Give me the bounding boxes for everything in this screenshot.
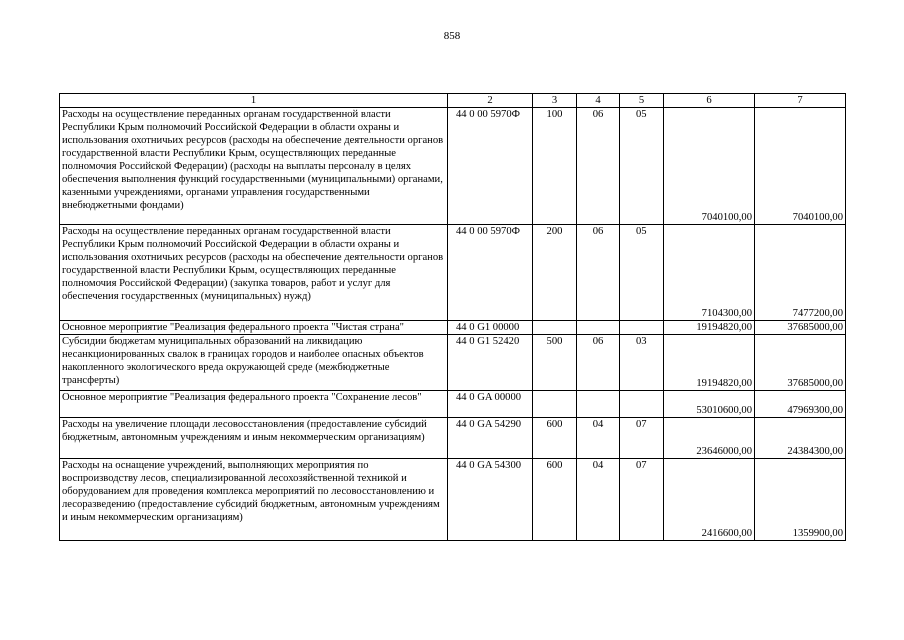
column-header-1: 1	[60, 94, 448, 108]
expense-type-code: 200	[533, 225, 577, 321]
amount-column-6: 23646000,00	[664, 418, 755, 459]
budget-table	[59, 93, 846, 541]
column-header-4: 4	[577, 94, 620, 108]
column-header-3: 3	[533, 94, 577, 108]
section-code: 06	[577, 225, 620, 321]
target-article-code: 44 0 GA 00000	[448, 391, 533, 418]
expense-description: Основное мероприятие "Реализация федерального проекта "Сохранение лесов"	[60, 391, 448, 418]
table-row	[60, 335, 846, 391]
amount-column-7: 37685000,00	[755, 321, 846, 335]
amount-column-7: 7040100,00	[755, 108, 846, 225]
subsection-code: 05	[620, 108, 664, 225]
table-row	[60, 108, 846, 225]
target-article-code: 44 0 GA 54290	[448, 418, 533, 459]
amount-column-6: 7104300,00	[664, 225, 755, 321]
expense-type-code: 600	[533, 459, 577, 541]
amount-column-7: 47969300,00	[755, 391, 846, 418]
table-row	[60, 321, 846, 335]
subsection-code	[620, 391, 664, 418]
expense-description: Расходы на осуществление переданных органам государственной власти Республики Крым полномочий Российской Федерации в области охраны и использования охотничьих ресурсов (расходы на обеспечение деятельности органов государственной власти Республики Крым, осуществляющих переданные полномочия Российской Федерации) (закупка товаров, работ и услуг для обеспечения государственных (муниципальных) нужд)	[60, 225, 448, 321]
column-header-2: 2	[448, 94, 533, 108]
amount-column-7: 37685000,00	[755, 335, 846, 391]
expense-type-code: 500	[533, 335, 577, 391]
expense-type-code	[533, 391, 577, 418]
amount-column-6: 7040100,00	[664, 108, 755, 225]
amount-column-6: 53010600,00	[664, 391, 755, 418]
section-code: 04	[577, 418, 620, 459]
subsection-code: 03	[620, 335, 664, 391]
expense-description: Субсидии бюджетам муниципальных образований на ликвидацию несанкционированных свалок в границах городов и наиболее опасных объектов накопленного экологического вреда окружающей среде (межбюджетные трансферты)	[60, 335, 448, 391]
amount-column-6: 19194820,00	[664, 321, 755, 335]
subsection-code: 07	[620, 418, 664, 459]
section-code	[577, 321, 620, 335]
table-row	[60, 225, 846, 321]
column-header-7: 7	[755, 94, 846, 108]
column-header-6: 6	[664, 94, 755, 108]
amount-column-7: 7477200,00	[755, 225, 846, 321]
target-article-code: 44 0 GA 54300	[448, 459, 533, 541]
subsection-code: 05	[620, 225, 664, 321]
amount-column-6: 2416600,00	[664, 459, 755, 541]
section-code	[577, 391, 620, 418]
expense-type-code: 600	[533, 418, 577, 459]
table-row	[60, 418, 846, 459]
section-code: 06	[577, 108, 620, 225]
page-number: 858	[443, 30, 461, 42]
amount-column-6: 19194820,00	[664, 335, 755, 391]
section-code: 04	[577, 459, 620, 541]
column-number-row	[60, 94, 846, 108]
expense-description: Расходы на увеличение площади лесовосстановления (предоставление субсидий бюджетным, автономным учреждениям и иным некоммерческим организациям)	[60, 418, 448, 459]
expense-description: Расходы на осуществление переданных органам государственной власти Республики Крым полномочий Российской Федерации в области охраны и использования охотничьих ресурсов (расходы на обеспечение деятельности органов государственной власти Республики Крым, осуществляющих переданные полномочия Российской Федерации) (расходы на выплаты персоналу в целях обеспечения выполнения функций государственными (муниципальными) органами, казенными учреждениями, органами управления государственными внебюджетными фондами)	[60, 108, 448, 225]
expense-type-code	[533, 321, 577, 335]
target-article-code: 44 0 00 5970Ф	[448, 108, 533, 225]
expense-description: Расходы на оснащение учреждений, выполняющих мероприятия по воспроизводству лесов, специализированной лесохозяйственной техникой и оборудованием для проведения комплекса мероприятий по лесовосстановлению и лесоразведению (предоставление субсидий бюджетным, автономным учреждениям и иным некоммерческим организациям)	[60, 459, 448, 541]
amount-column-7: 24384300,00	[755, 418, 846, 459]
subsection-code	[620, 321, 664, 335]
table-row	[60, 459, 846, 541]
target-article-code: 44 0 G1 52420	[448, 335, 533, 391]
target-article-code: 44 0 00 5970Ф	[448, 225, 533, 321]
amount-column-7: 1359900,00	[755, 459, 846, 541]
target-article-code: 44 0 G1 00000	[448, 321, 533, 335]
expense-type-code: 100	[533, 108, 577, 225]
subsection-code: 07	[620, 459, 664, 541]
expense-description: Основное мероприятие "Реализация федерального проекта "Чистая страна"	[60, 321, 448, 335]
section-code: 06	[577, 335, 620, 391]
column-header-5: 5	[620, 94, 664, 108]
table-row	[60, 391, 846, 418]
